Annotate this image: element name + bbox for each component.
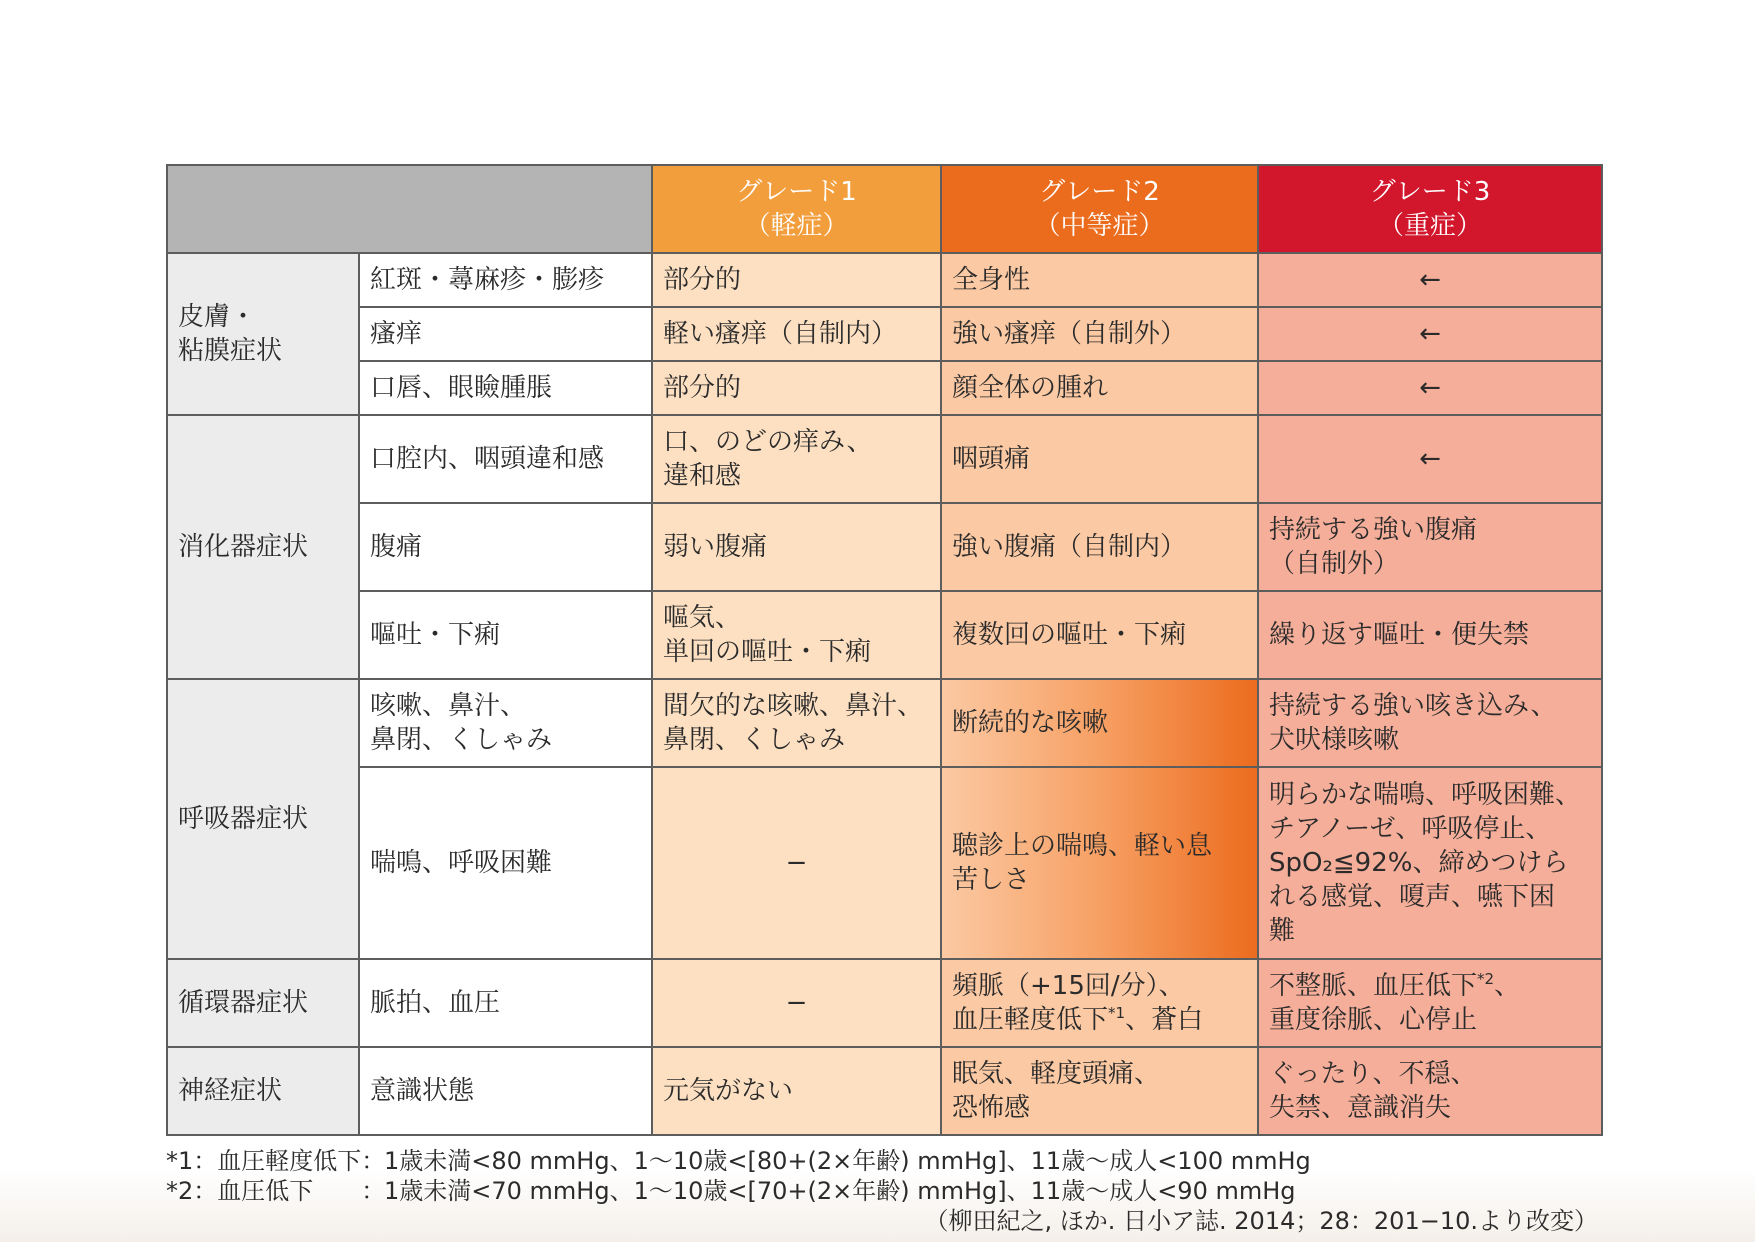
grade2-cell: 複数回の嘔吐・下痢: [941, 591, 1258, 679]
grade1-title: グレード1: [736, 177, 857, 207]
grade1-subtitle: （軽症）: [744, 211, 849, 241]
symptom-cell: 紅斑・蕁麻疹・膨疹: [359, 253, 652, 307]
grade1-cell: 嘔気、 単回の嘔吐・下痢: [652, 591, 941, 679]
grade3-cell: 明らかな喘鳴、呼吸困難、 チアノーゼ、呼吸停止、 SpO₂≦92%、締めつけら れる感覚、嗄声、嚥下困 難: [1258, 767, 1602, 959]
symptom-cell: 瘙痒: [359, 307, 652, 361]
symptom-cell: 咳嗽、鼻汁、 鼻閉、くしゃみ: [359, 679, 652, 767]
table-row: [167, 503, 1602, 591]
header-blank-cell: [167, 165, 652, 253]
footnote-ref-2: *2: [1477, 970, 1495, 988]
category-digestive: 消化器症状: [167, 415, 359, 679]
footnote-2-label: *2：血圧低下 ：: [166, 1177, 386, 1205]
category-respiratory: 呼吸器症状: [167, 679, 359, 959]
citation: （柳田紀之, ほか. 日小ア誌. 2014；28：201−10.より改変）: [924, 1207, 1598, 1235]
same-as-left-arrow-icon: ←: [1258, 361, 1602, 415]
symptom-cell: 口唇、眼瞼腫脹: [359, 361, 652, 415]
grade3-subtitle: （重症）: [1377, 211, 1482, 241]
grade1-cell: 軽い瘙痒（自制内）: [652, 307, 941, 361]
footnote-2: [166, 1176, 1296, 1206]
grade1-cell: −: [652, 767, 941, 959]
grade2-cell: 断続的な咳嗽: [941, 679, 1258, 767]
grade2-cell: 聴診上の喘鳴、軽い息 苦しさ: [941, 767, 1258, 959]
symptom-cell: 喘鳴、呼吸困難: [359, 767, 652, 959]
footnote-2-text: 1歳未満<70 mmHg、1〜10歳<[70+(2×年齢) mmHg]、11歳〜成人<90 mmHg: [384, 1177, 1296, 1205]
grade1-cell: 間欠的な咳嗽、鼻汁、 鼻閉、くしゃみ: [652, 679, 941, 767]
grade2-cell: 眠気、軽度頭痛、 恐怖感: [941, 1047, 1258, 1135]
grade2-cell: 全身性: [941, 253, 1258, 307]
header-row: [167, 165, 1602, 253]
grade2-subtitle: （中等症）: [1034, 211, 1165, 241]
grade3-cell: 持続する強い咳き込み、 犬吠様咳嗽: [1258, 679, 1602, 767]
table-row: [167, 679, 1602, 767]
category-neuro: 神経症状: [167, 1047, 359, 1135]
grade2-cell: 強い腹痛（自制内）: [941, 503, 1258, 591]
symptom-cell: 腹痛: [359, 503, 652, 591]
table-row: [167, 361, 1602, 415]
grade1-cell: −: [652, 959, 941, 1047]
grade1-cell: 部分的: [652, 361, 941, 415]
footnote-1-text: 1歳未満<80 mmHg、1〜10歳<[80+(2×年齢) mmHg]、11歳〜成人<100 mmHg: [384, 1147, 1311, 1175]
same-as-left-arrow-icon: ←: [1258, 415, 1602, 503]
category-circulatory: 循環器症状: [167, 959, 359, 1047]
table-row: [167, 415, 1602, 503]
symptom-cell: 意識状態: [359, 1047, 652, 1135]
category-skin: 皮膚・ 粘膜症状: [167, 253, 359, 415]
grade1-cell: 弱い腹痛: [652, 503, 941, 591]
grade2-cell: 頻脈（+15回/分）、 血圧軽度低下$^{*1}$、蒼白: [941, 959, 1258, 1047]
grade2-cell: 顔全体の腫れ: [941, 361, 1258, 415]
grade2-title: グレード2: [1039, 177, 1160, 207]
grade3-cell: 不整脈、血圧低下$^{*2}$、 重度徐脈、心停止: [1258, 959, 1602, 1047]
grade2-cell: 強い瘙痒（自制外）: [941, 307, 1258, 361]
footnote-1-label: *1：血圧軽度低下：: [166, 1147, 386, 1175]
footnote-ref-1: *1: [1108, 1004, 1126, 1022]
table-row: [167, 253, 1602, 307]
symptom-cell: 口腔内、咽頭違和感: [359, 415, 652, 503]
grade2-cell: 咽頭痛: [941, 415, 1258, 503]
table-row: [167, 767, 1602, 959]
table-row: [167, 959, 1602, 1047]
symptom-cell: 脈拍、血圧: [359, 959, 652, 1047]
header-grade3: [1258, 165, 1602, 253]
table-row: [167, 591, 1602, 679]
grade3-cell: ぐったり、不穏、 失禁、意識消失: [1258, 1047, 1602, 1135]
same-as-left-arrow-icon: ←: [1258, 307, 1602, 361]
grade1-cell: 元気がない: [652, 1047, 941, 1135]
footnote-1: [166, 1146, 1311, 1176]
table-row: [167, 1047, 1602, 1135]
symptom-cell: 嘔吐・下痢: [359, 591, 652, 679]
grade3-cell: 持続する強い腹痛 （自制外）: [1258, 503, 1602, 591]
grade1-cell: 部分的: [652, 253, 941, 307]
grade3-title: グレード3: [1369, 177, 1491, 207]
grade3-cell: 繰り返す嘔吐・便失禁: [1258, 591, 1602, 679]
header-grade1: [652, 165, 941, 253]
table-row: [167, 307, 1602, 361]
symptom-grade-table: [166, 164, 1603, 1136]
header-grade2: [941, 165, 1258, 253]
same-as-left-arrow-icon: ←: [1258, 253, 1602, 307]
grade1-cell: 口、のどの痒み、 違和感: [652, 415, 941, 503]
